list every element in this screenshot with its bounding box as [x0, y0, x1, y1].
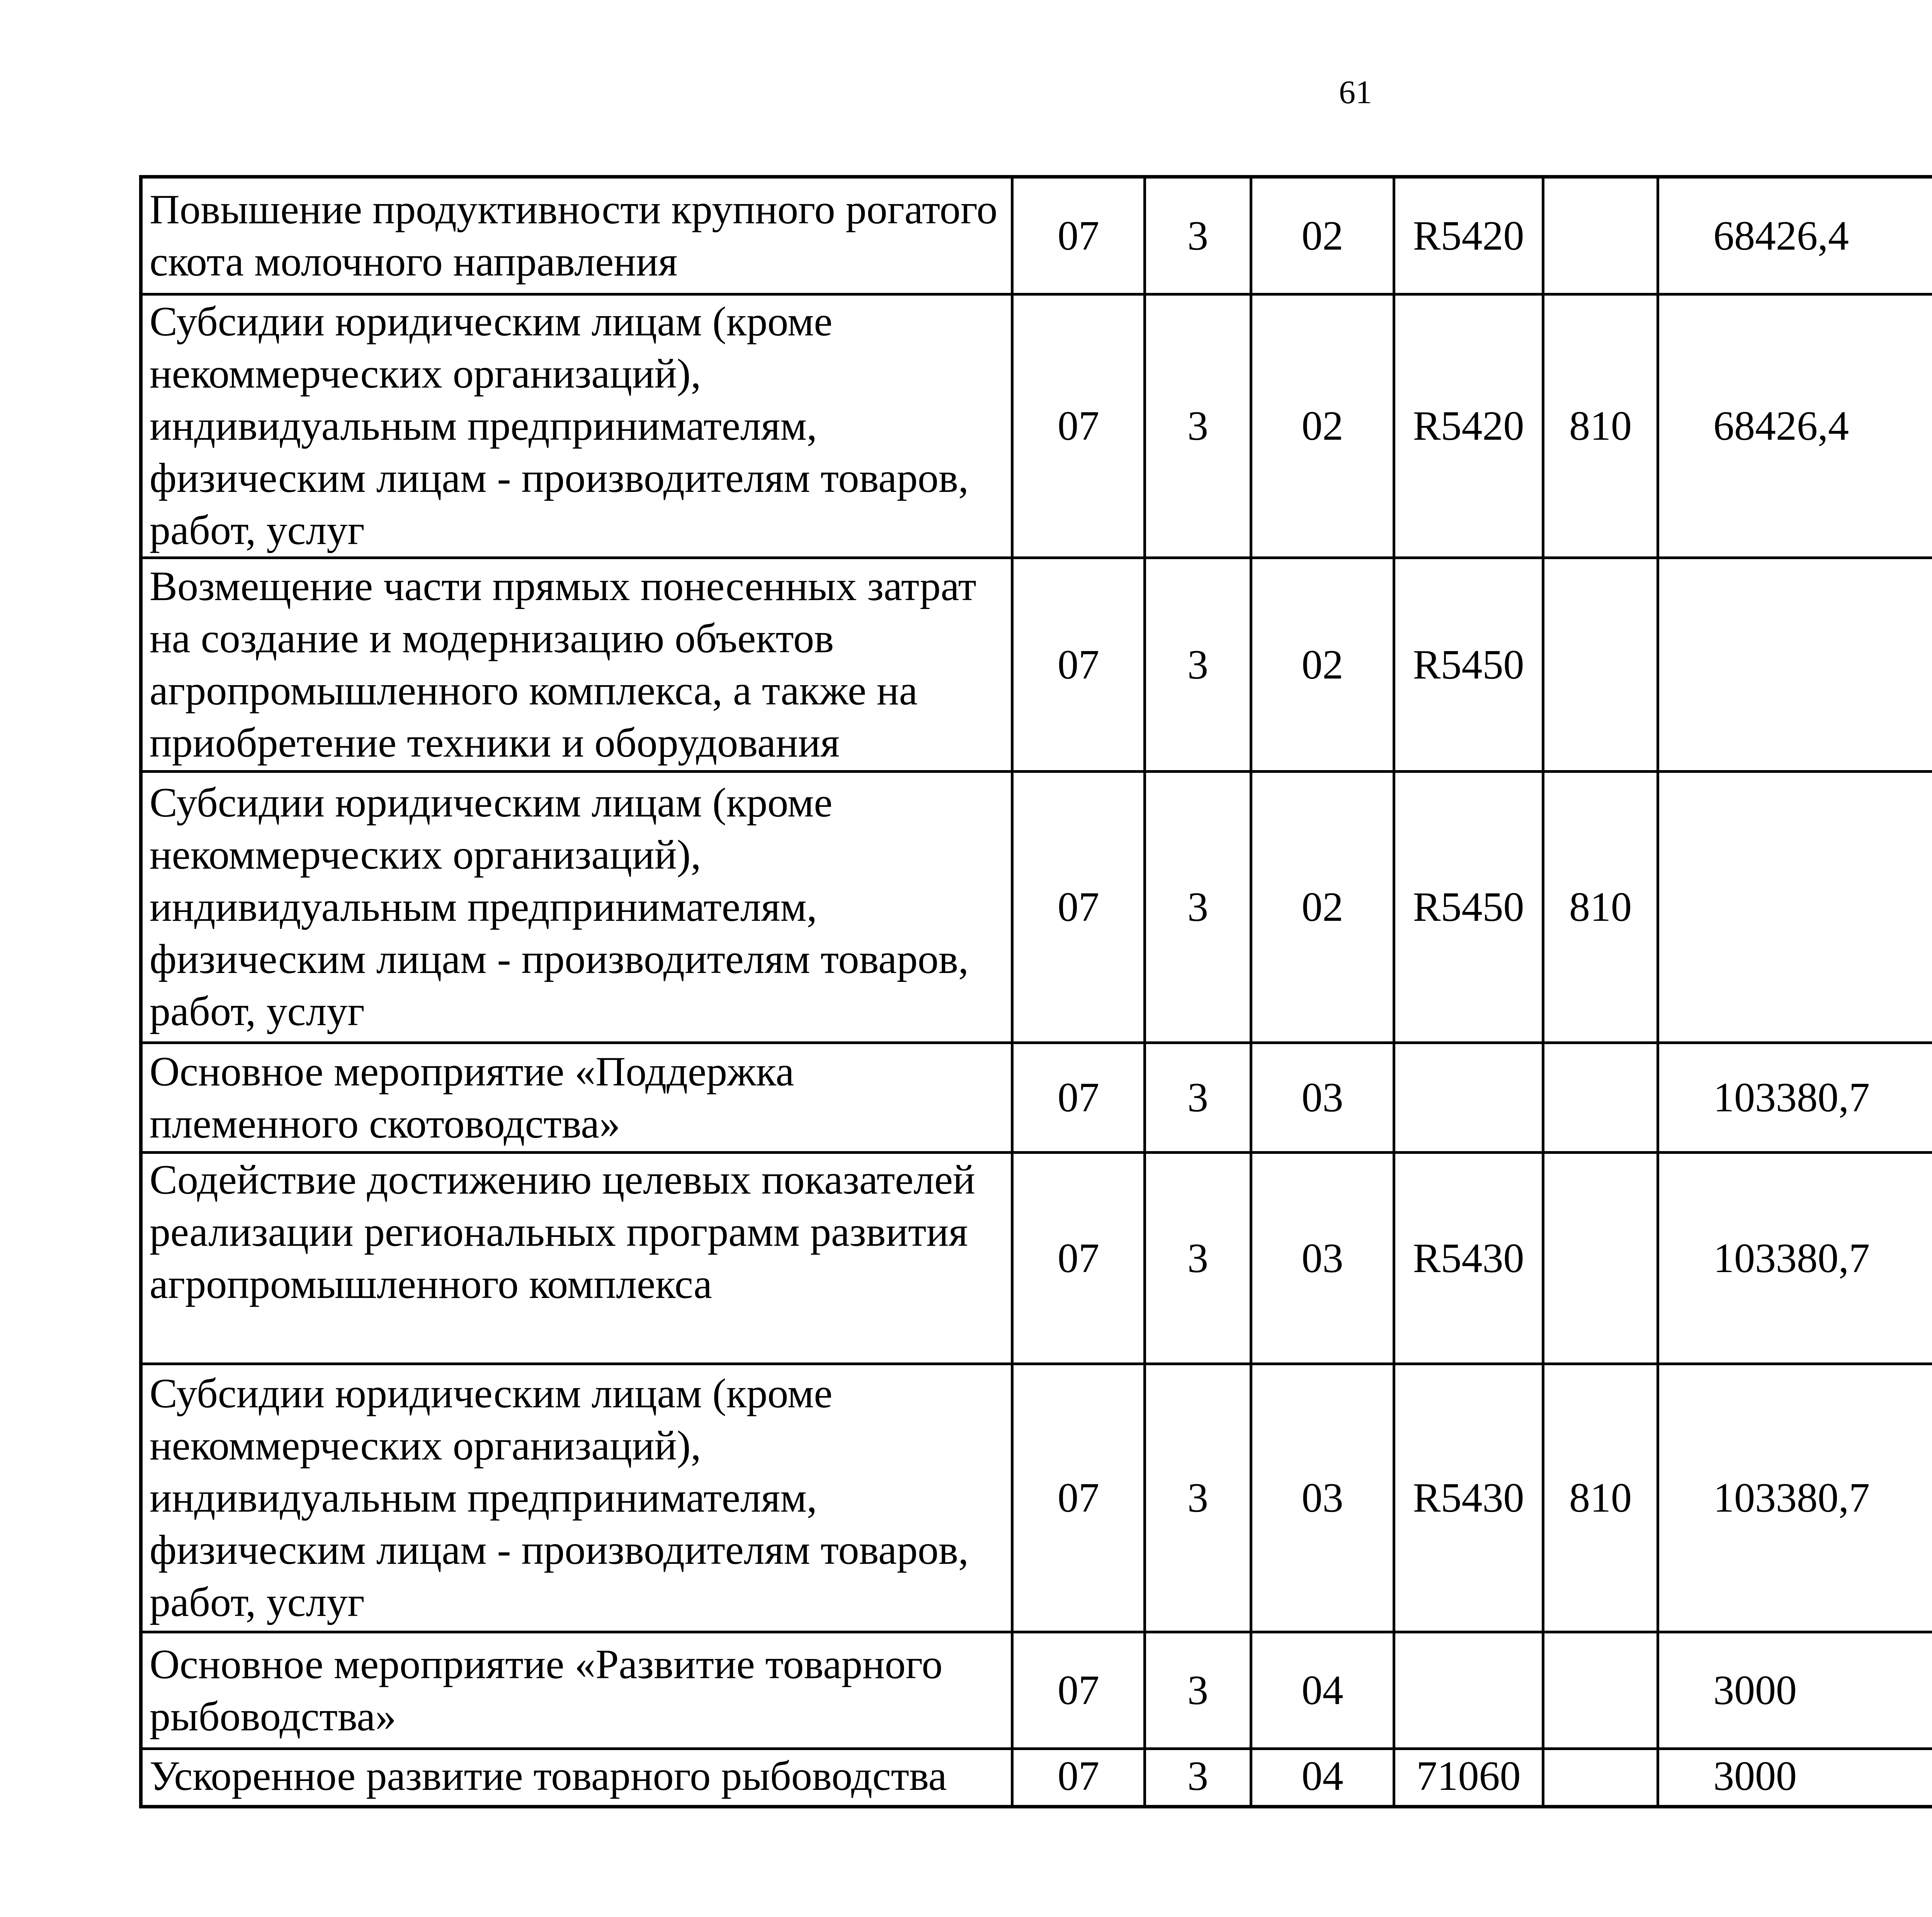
- target-article-code: R5430: [1394, 1364, 1543, 1632]
- program-code: 3: [1145, 177, 1251, 294]
- target-article-code: R5450: [1394, 772, 1543, 1043]
- table-row: [141, 1632, 1932, 1749]
- section-code: 07: [1012, 1153, 1145, 1364]
- subprogram-code: 02: [1251, 772, 1394, 1043]
- target-article-code: R5420: [1394, 177, 1543, 294]
- row-name: Ускоренное развитие товарного рыбоводства: [141, 1749, 1012, 1807]
- amount-year-1: 3000: [1658, 1749, 1932, 1807]
- target-article-code: [1394, 1632, 1543, 1749]
- table-row: [141, 1153, 1932, 1364]
- section-code: 07: [1012, 1043, 1145, 1153]
- expense-type-code: [1543, 558, 1658, 772]
- expense-type-code: 810: [1543, 294, 1658, 558]
- amount-year-1: 103380,7: [1658, 1153, 1932, 1364]
- section-code: 07: [1012, 177, 1145, 294]
- amount-year-1: 68426,4: [1658, 177, 1932, 294]
- expense-type-code: [1543, 1043, 1658, 1153]
- subprogram-code: 02: [1251, 177, 1394, 294]
- subprogram-code: 04: [1251, 1749, 1394, 1807]
- target-article-code: R5420: [1394, 294, 1543, 558]
- section-code: 07: [1012, 1632, 1145, 1749]
- section-code: 07: [1012, 294, 1145, 558]
- program-code: 3: [1145, 1749, 1251, 1807]
- subprogram-code: 03: [1251, 1364, 1394, 1632]
- program-code: 3: [1145, 1043, 1251, 1153]
- amount-year-1: 103380,7: [1658, 1043, 1932, 1153]
- program-code: 3: [1145, 294, 1251, 558]
- program-code: 3: [1145, 1632, 1251, 1749]
- subprogram-code: 02: [1251, 558, 1394, 772]
- expense-type-code: 810: [1543, 772, 1658, 1043]
- table-row: [141, 294, 1932, 558]
- row-name: Повышение продуктивности крупного рогатого скота молочного направления: [141, 177, 1012, 294]
- subprogram-code: 03: [1251, 1153, 1394, 1364]
- expense-type-code: [1543, 1632, 1658, 1749]
- budget-table: [139, 175, 1932, 1808]
- program-code: 3: [1145, 1364, 1251, 1632]
- table-row: [141, 1749, 1932, 1807]
- section-code: 07: [1012, 1749, 1145, 1807]
- amount-year-1: 103380,7: [1658, 1364, 1932, 1632]
- expense-type-code: [1543, 177, 1658, 294]
- expense-type-code: [1543, 1749, 1658, 1807]
- section-code: 07: [1012, 772, 1145, 1043]
- row-name: Содействие достижению целевых показателей реализации региональных программ развития агропромышленного комплекса: [141, 1153, 1012, 1364]
- table-row: [141, 1043, 1932, 1153]
- subprogram-code: 02: [1251, 294, 1394, 558]
- amount-year-1: [1658, 772, 1932, 1043]
- program-code: 3: [1145, 558, 1251, 772]
- table-row: [141, 1364, 1932, 1632]
- table-row: [141, 177, 1932, 294]
- row-name: Субсидии юридическим лицам (кроме некоммерческих организаций), индивидуальным предпринимателям, физическим лицам - производителям товаров, работ, услуг: [141, 294, 1012, 558]
- expense-type-code: 810: [1543, 1364, 1658, 1632]
- target-article-code: R5450: [1394, 558, 1543, 772]
- row-name: Субсидии юридическим лицам (кроме некоммерческих организаций), индивидуальным предпринимателям, физическим лицам - производителям товаров, работ, услуг: [141, 1364, 1012, 1632]
- expense-type-code: [1543, 1153, 1658, 1364]
- target-article-code: [1394, 1043, 1543, 1153]
- section-code: 07: [1012, 1364, 1145, 1632]
- target-article-code: R5430: [1394, 1153, 1543, 1364]
- section-code: 07: [1012, 558, 1145, 772]
- amount-year-1: 68426,4: [1658, 294, 1932, 558]
- row-name: Основное мероприятие «Развитие товарного рыбоводства»: [141, 1632, 1012, 1749]
- table-row: [141, 558, 1932, 772]
- program-code: 3: [1145, 1153, 1251, 1364]
- row-name: Возмещение части прямых понесенных затрат на создание и модернизацию объектов агропромышленного комплекса, а также на приобретение техники и оборудования: [141, 558, 1012, 772]
- subprogram-code: 03: [1251, 1043, 1394, 1153]
- target-article-code: 71060: [1394, 1749, 1543, 1807]
- row-name: Основное мероприятие «Поддержка племенного скотоводства»: [141, 1043, 1012, 1153]
- subprogram-code: 04: [1251, 1632, 1394, 1749]
- amount-year-1: 3000: [1658, 1632, 1932, 1749]
- row-name: Субсидии юридическим лицам (кроме некоммерческих организаций), индивидуальным предпринимателям, физическим лицам - производителям товаров, работ, услуг: [141, 772, 1012, 1043]
- program-code: 3: [1145, 772, 1251, 1043]
- page-number: 61: [1339, 73, 1372, 111]
- table-row: [141, 772, 1932, 1043]
- amount-year-1: [1658, 558, 1932, 772]
